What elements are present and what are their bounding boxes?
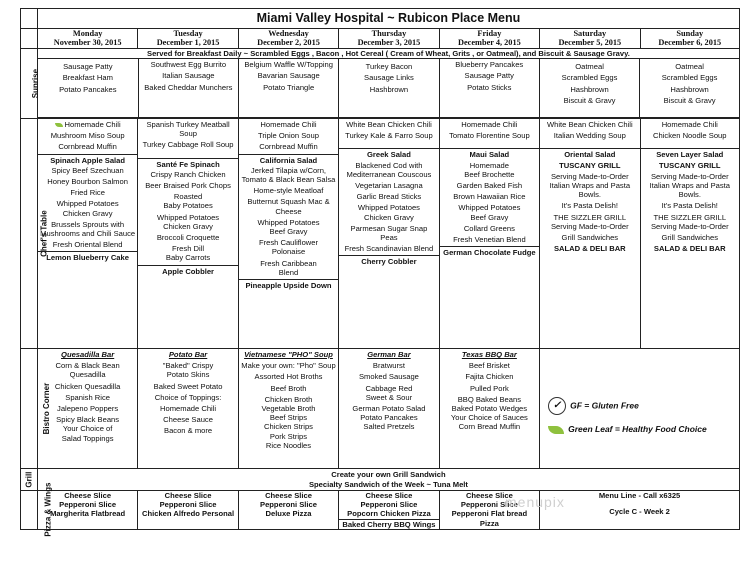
section-label-sunrise: Sunrise <box>21 49 38 119</box>
breakfast-banner: Served for Breakfast Daily ~ Scrambled Eggs , Bacon , Hot Cereal ( Cream of Wheat, Grits , or Oatmeal), and Biscuit & Sausage Gravy. <box>38 49 739 59</box>
chefs-saturday: White Bean Chicken Chili Italian Wedding Soup Oriental Salad TUSCANY GRILL Serving Made-to-Order Italian Wraps and Pasta Bowls. It's Pasta Delish! THE SIZZLER GRILL Serving Made-to-Order Grill Sandwiches SALAD & DELI BAR <box>540 119 640 349</box>
pizza-monday: Cheese Slice Pepperoni Slice Margherita Flatbread <box>37 491 137 530</box>
chefs-friday: Homemade Chili Tomato Florentine Soup Maui Salad Homemade Beef Brochette Garden Baked Fish Brown Hawaiian Rice Whipped Potatoes Beef Gravy Collard Greens Fresh Venetian Blend German Chocolate Fudge <box>439 119 539 349</box>
sunrise-thursday: Turkey Bacon Sausage Links Hashbrown <box>339 59 439 117</box>
day-header-thursday: Thursday December 3, 2015 <box>339 29 439 49</box>
section-label-chefs-table: Chef's Table <box>21 119 38 349</box>
chefs-monday: Homemade Chili Mushroom Miso Soup Cornbread Muffin Spinach Apple Salad Spicy Beef Szechuan Honey Bourbon Salmon Fried Rice Whipped Potatoes Chicken Gravy Brussels Sprouts with Mushrooms and Chili Sauce Fresh Oriental Blend Lemon Blueberry Cake <box>37 119 137 349</box>
day-header-row <box>21 29 740 49</box>
grill-row: Create your own Grill Sandwich Specialty Sandwich of the Week ~ Tuna Melt <box>37 469 739 491</box>
menu-sheet <box>20 8 740 574</box>
legend-healthy: Green Leaf = Healthy Food Choice <box>548 425 737 434</box>
sunrise-wednesday: Belgium Waffle W/Topping Bavarian Sausage Potato Triangle <box>239 59 339 117</box>
sunrise-friday: Blueberry Pancakes Sausage Patty Potato Sticks <box>439 59 539 117</box>
legend-box <box>540 349 740 469</box>
day-header-tuesday: Tuesday December 1, 2015 <box>138 29 238 49</box>
pizza-wednesday: Cheese Slice Pepperoni Slice Deluxe Pizza <box>238 491 338 530</box>
sunrise-sunday: Oatmeal Scrambled Eggs Hashbrown Biscuit & Gravy <box>640 59 739 117</box>
day-header-monday: Monday November 30, 2015 <box>37 29 137 49</box>
pizza-thursday: Cheese Slice Pepperoni Slice Popcorn Chicken Pizza Baked Cherry BBQ Wings <box>339 491 439 530</box>
day-header-friday: Friday December 4, 2015 <box>439 29 539 49</box>
watermark: menupix <box>505 494 565 510</box>
pizza-weekend-info: Menu Line - Call x6325 Cycle C - Week 2 <box>540 491 740 530</box>
section-label-grill: Grill <box>21 469 38 491</box>
bistro-tuesday: Potato Bar "Baked" Crispy Potato Skins Baked Sweet Potato Choice of Toppings: Homemade Chili Cheese Sauce Bacon & more <box>138 349 238 469</box>
pizza-friday: Cheese Slice Pepperoni Slice Pepperoni Flat bread Pizza <box>439 491 539 530</box>
day-header-saturday: Saturday December 5, 2015 <box>540 29 640 49</box>
sunrise-saturday: Oatmeal Scrambled Eggs Hashbrown Biscuit & Gravy <box>539 59 639 117</box>
chefs-sunday: Homemade Chili Chicken Noodle Soup Seven Layer Salad TUSCANY GRILL Serving Made-to-Order Italian Wraps and Pasta Bowls. It's Pasta Delish! THE SIZZLER GRILL Serving Made-to-Order Grill Sandwiches SALAD & DELI BAR <box>640 119 739 349</box>
day-header-sunday: Sunday December 6, 2015 <box>640 29 739 49</box>
leaf-icon <box>55 123 63 127</box>
pizza-tuesday: Cheese Slice Pepperoni Slice Chicken Alfredo Personal <box>138 491 238 530</box>
legend-gluten-free: ✓ GF = Gluten Free <box>548 397 737 415</box>
chefs-wednesday: Homemade Chili Triple Onion Soup Cornbread Muffin California Salad Jerked Tilapia w/Corn, Tomato & Black Bean Salsa Home-style Meatloaf Butternut Squash Mac & Cheese Whipped Potatoes Beef Gravy Fresh Cauliflower Polonaise Fresh Caribbean Blend Pineapple Upside Down <box>238 119 338 349</box>
sunrise-grid <box>38 59 739 118</box>
bistro-thursday: German Bar Bratwurst Smoked Sausage Cabbage Red Sweet & Sour German Potato Salad Potato Pancakes Salted Pretzels <box>339 349 439 469</box>
bistro-monday: Quesadilla Bar Corn & Black Bean Quesadilla Chicken Quesadilla Spanish Rice Jalepeno Poppers Spicy Black Beans Your Choice of Salad Toppings <box>37 349 137 469</box>
chefs-tuesday: Spanish Turkey Meatball Soup Turkey Cabbage Roll Soup Santé Fe Spinach Crispy Ranch Chicken Beer Braised Pork Chops Roasted Baby Potatoes Whipped Potatoes Chicken Gravy Broccoli Croquette Fresh Dill Baby Carrots Apple Cobbler <box>138 119 238 349</box>
section-label-bistro: Bistro Corner <box>21 349 38 469</box>
menu-title: Miami Valley Hospital ~ Rubicon Place Menu <box>37 9 739 29</box>
day-header-wednesday: Wednesday December 2, 2015 <box>238 29 338 49</box>
menu-table <box>20 8 740 537</box>
bistro-friday: Texas BBQ Bar Beef Brisket Fajita Chicken Pulled Pork BBQ Baked Beans Baked Potato Wedges Your Choice of Sauces Corn Bread Muffin <box>439 349 539 469</box>
sunrise-monday: Sausage Patty Breakfast Ham Potato Pancakes <box>38 59 138 117</box>
leaf-icon <box>548 426 564 434</box>
gf-check-icon: ✓ <box>548 397 566 415</box>
bistro-wednesday: Vietnamese "PHO" Soup Make your own: "Pho" Soup Assorted Hot Broths Beef Broth Chicken Broth Vegetable Broth Beef Strips Chicken Strips Pork Strips Rice Noodles <box>238 349 338 469</box>
chefs-thursday: White Bean Chicken Chili Turkey Kale & Farro Soup Greek Salad Blackened Cod with Mediterranean Couscous Vegetarian Lasagna Garlic Bread Sticks Whipped Potatoes Chicken Gravy Parmesan Sugar Snap Peas Fresh Scandinavian Blend Cherry Cobbler <box>339 119 439 349</box>
section-label-pizza: Pizza & Wings <box>21 491 38 530</box>
sunrise-tuesday: Southwest Egg Burrito Italian Sausage Baked Cheddar Munchers <box>138 59 238 117</box>
